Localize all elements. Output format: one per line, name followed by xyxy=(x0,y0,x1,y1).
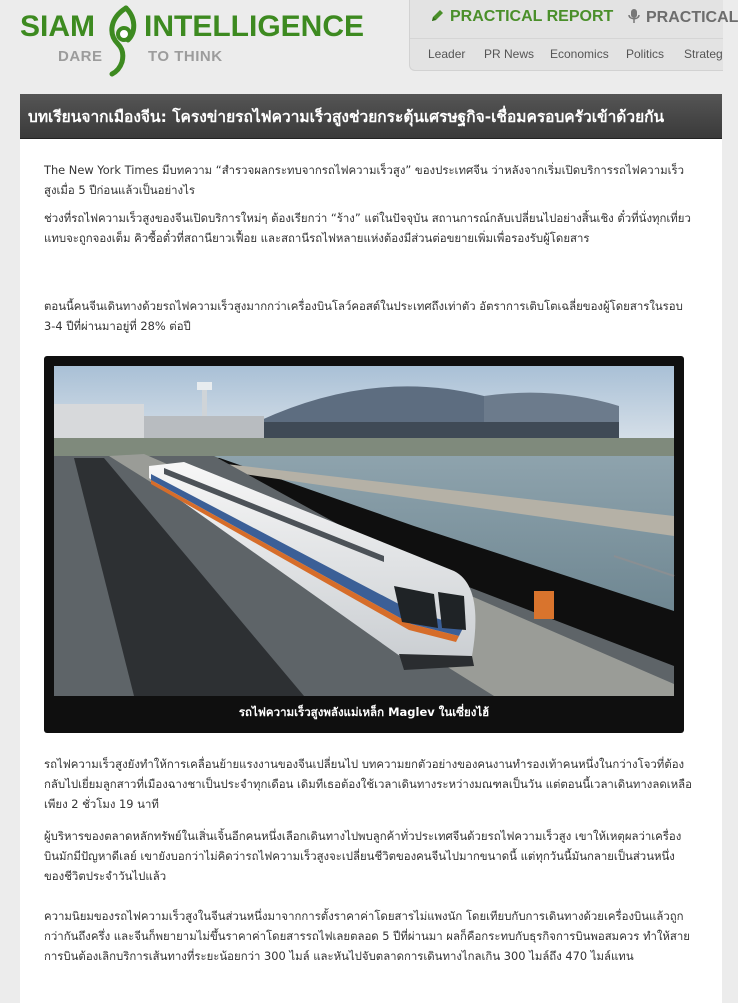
microphone-icon xyxy=(628,8,640,24)
article-title-bar xyxy=(20,94,722,139)
site-logo[interactable] xyxy=(18,4,365,74)
article-title[interactable]: บทเรียนจากเมืองจีน: โครงข่ายรถไฟความเร็วสูงช่วยกระตุ้นเศรษฐกิจ-เชื่อมครอบครัวเข้าด้วยกัน xyxy=(28,108,665,126)
logo-leaf-icon xyxy=(102,4,146,74)
article-paragraph: ผู้บริหารของตลาดหลักทรัพย์ในเสิ่นเจิ้นอีกคนหนึ่งเลือกเดินทางไปพบลูกค้าทั่วประเทศจีนด้วยรถไฟความเร็วสูง เขาให้เหตุผลว่าเครื่องบินมักมีปัญหาดีเลย์ เขายังบอกว่าไม่คิดว่ารถไฟความเร็วสูงจะเปลี่ยนชีวิตของคนจีนไปมากขนาดนี้ แต่ทุกวันนี้มันกลายเป็นส่วนหนึ่งของชีวิตประจำวันไปแล้ว xyxy=(44,829,682,883)
maglev-train-photo[interactable] xyxy=(54,366,674,696)
tab-practical[interactable] xyxy=(628,8,738,27)
top-navigation xyxy=(409,0,738,71)
pencil-icon xyxy=(430,9,444,23)
logo-text-intelligence: INTELLIGENCE xyxy=(144,10,365,43)
tab-practical-report-label: PRACTICAL REPORT xyxy=(450,8,614,25)
nav-subcategories xyxy=(410,38,723,71)
article-card xyxy=(20,94,722,1003)
tab-practical-label: PRACTICAL xyxy=(646,9,738,26)
nav-item-politics[interactable]: Politics xyxy=(626,47,665,61)
article-paragraph: ตอนนี้คนจีนเดินทางด้วยรถไฟความเร็วสูงมากกว่าเครื่องบินโลว์คอสต์ในประเทศถึงเท่าตัว อัตราการเติบโตเฉลี่ยของผู้โดยสารในรอบ 3-4 ปีที่ผ่านมาอยู่ที่ 28% ต่อปี xyxy=(44,299,683,333)
article-paragraph: รถไฟความเร็วสูงยังทำให้การเคลื่อนย้ายแรงงานของจีนเปลี่ยนไป บทความยกตัวอย่างของคนงานทำรองเท้าคนหนึ่งในกว่างโจวที่ต้องกลับไปเยี่ยมลูกสาวที่เมืองฉางชาเป็นประจำทุกเดือน เดิมทีเธอต้องใช้เวลาเดินทางระหว่างมณฑลเป็นวัน แต่ตอนนี้เวลาเดินทางลดเหลือเพียง 2 ชั่วโมง 19 นาที xyxy=(44,757,692,811)
nav-item-pr-news[interactable]: PR News xyxy=(484,47,535,61)
article-figure xyxy=(44,356,684,733)
article-paragraph: The New York Times มีบทความ “สำรวจผลกระทบจากรถไฟความเร็วสูง” ของประเทศจีน ว่าหลังจากเริ่มเปิดบริการรถไฟความเร็วสูงเมื่อ 5 ปีก่อนแล้วเป็นอย่างไร xyxy=(44,163,685,197)
article-paragraph: ช่วงที่รถไฟความเร็วสูงของจีนเปิดบริการใหม่ๆ ต้องเรียกว่า “ร้าง” แต่ในปัจจุบัน สถานการณ์กลับเปลี่ยนไปอย่างสิ้นเชิง ตั๋วที่นั่งทุกเที่ยวแทบจะถูกจองเต็ม คิวซื้อตั๋วที่สถานียาวเฟื้อย และสถานีรถไฟหลายแห่งต้องมีส่วนต่อขยายเพิ่มเพื่อรองรับผู้โดยสาร xyxy=(44,211,691,245)
nav-item-economics[interactable]: Economics xyxy=(550,47,609,61)
figure-caption: รถไฟความเร็วสูงพลังแม่เหล็ก Maglev ในเซี่ยงไฮ้ xyxy=(238,705,490,719)
site-header xyxy=(0,0,738,90)
logo-text-siam: SIAM xyxy=(20,10,95,43)
article-paragraph: ความนิยมของรถไฟความเร็วสูงในจีนส่วนหนึ่งมาจากการตั้งราคาค่าโดยสารไม่แพงนัก โดยเทียบกับการเดินทางด้วยเครื่องบินแล้วถูกกว่ากันถึงครึ่ง และจีนก็พยายามไม่ขึ้นราคาค่าโดยสารรถไฟเลยตลอด 5 ปีที่ผ่านมา ผลก็คือกระทบกับธุรกิจการบินพอสมควร ทำให้สายการบินต้องเลิกบริการเส้นทางที่ระยะน้อยกว่า 300 ไมล์ และหันไปจับตลาดการเดินทางไกลเกิน 300 ไมล์ถึง 470 ไมล์แทน xyxy=(44,909,690,963)
nav-item-leader[interactable]: Leader xyxy=(428,47,466,61)
logo-tagline-to-think: TO THINK xyxy=(148,48,223,65)
nav-item-strategy[interactable]: Strateg xyxy=(684,47,723,61)
logo-tagline-dare: DARE xyxy=(58,48,103,65)
tab-practical-report[interactable] xyxy=(430,8,613,26)
nav-tabs xyxy=(410,0,738,34)
